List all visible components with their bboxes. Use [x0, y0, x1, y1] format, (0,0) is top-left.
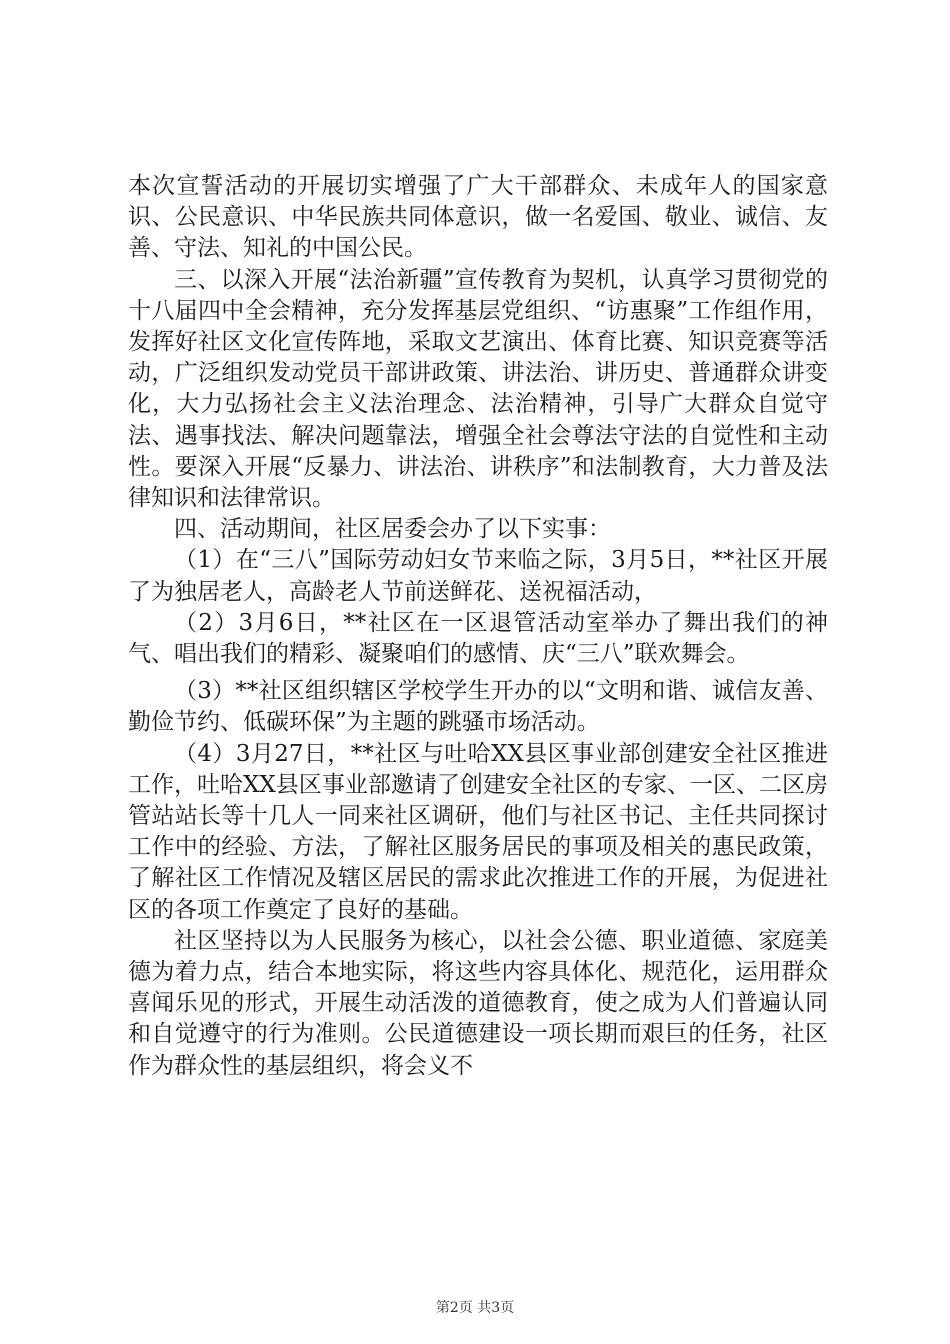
paragraph-item-1: （1）在“三八”国际劳动妇女节来临之际，3月5日，**社区开展了为独居老人，高龄老人节前送鲜花、送祝福活动，: [128, 547, 828, 605]
paragraph-item-3: （3）**社区组织辖区学校学生开办的以“文明和谐、诚信友善、勤俭节约、低碳环保”为主题的跳骚市场活动。: [128, 678, 828, 736]
page-footer: 第2页 共3页: [435, 1300, 515, 1316]
paragraph-item-4: （4）3月27日，**社区与吐哈XX县区事业部创建安全社区推进工作，吐哈XX县区事业部邀请了创建安全社区的专家、一区、二区房管站站长等十几人一同来社区调研，他们与社区书记、主任共同探讨工作中的经验、方法，了解社区服务居民的事项及相关的惠民政策，了解社区工作情况及辖区居民的需求此次推进工作的开展，为促进社区的各项工作奠定了良好的基础。: [128, 740, 828, 923]
paragraph-section-four: 四、活动期间，社区居委会办了以下实事：: [174, 516, 611, 543]
paragraph-item-2: （2）3月6日，**社区在一区退管活动室举办了舞出我们的神气、唱出我们的精彩、凝聚咱们的感情、庆“三八”联欢舞会。: [128, 609, 828, 668]
paragraph-oath-effect: 本次宣誓活动的开展切实增强了广大干部群众、未成年人的国家意识、公民意识、中华民族共同体意识，做一名爱国、敬业、诚信、友善、守法、知礼的中国公民。: [128, 173, 828, 262]
paragraph-section-three: 三、以深入开展“法治新疆”宣传教育为契机，认真学习贯彻党的十八届四中全会精神，充分发挥基层党组织、“访惠聚”工作组作用，发挥好社区文化宣传阵地，采取文艺演出、体育比赛、知识竞赛等活动，广泛组织发动党员干部讲政策、讲法治、讲历史、普通群众讲变化，大力弘扬社会主义法治理念、法治精神，引导广大群众自觉守法、遇事找法、解决问题靠法，增强全社会尊法守法的自觉性和主动性。要深入开展“反暴力、讲法治、讲秩序”和法制教育，大力普及法律知识和法律常识。: [128, 266, 828, 512]
document-body: [128, 171, 828, 1082]
paragraph-community-morality: 社区坚持以为人民服务为核心，以社会公德、职业道德、家庭美德为着力点，结合本地实际，将这些内容具体化、规范化，运用群众喜闻乐见的形式，开展生动活泼的道德教育，使之成为人们普遍认同和自觉遵守的行为准则。公民道德建设一项长期而艰巨的任务，社区作为群众性的基层组织，将会义不: [128, 927, 828, 1079]
